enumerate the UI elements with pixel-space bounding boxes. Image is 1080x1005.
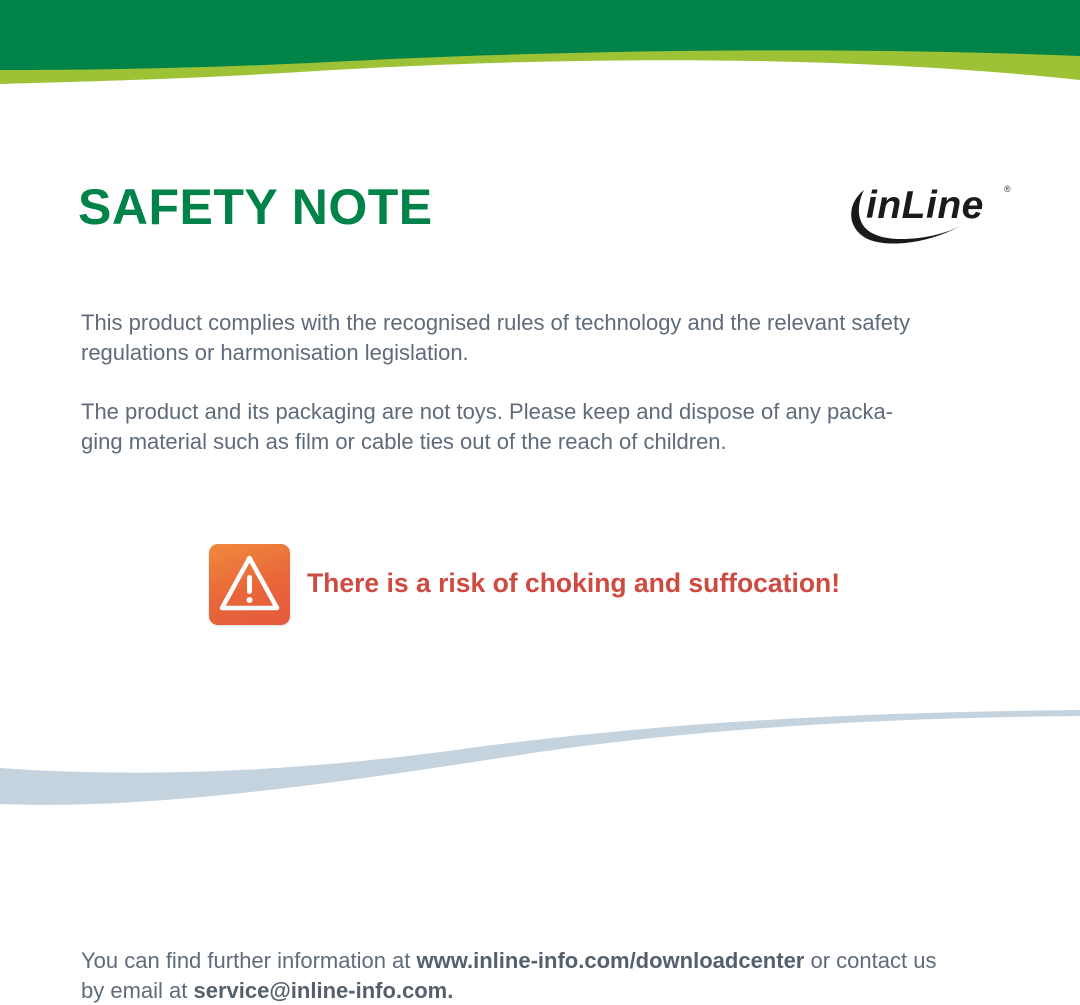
page-title: SAFETY NOTE (78, 179, 433, 235)
inline-logo (842, 182, 1020, 248)
logo-registered-mark: ® (1004, 184, 1011, 194)
logo-wordmark: inLine (866, 184, 984, 227)
compliance-line-2: regulations or harmonisation legislation. (81, 339, 469, 365)
top-wave-banner (0, 0, 1080, 90)
packaging-line-2: ging material such as film or cable ties out of the reach of children. (81, 428, 727, 454)
compliance-line-1: This product complies with the recognised rules of technology and the relevant safety (81, 310, 911, 335)
footer-text-2: or contact us (804, 948, 937, 973)
packaging-line-1: The product and its packaging are not toys. Please keep and dispose of any packa- (81, 399, 894, 424)
choking-warning-text: There is a risk of choking and suffocation! (307, 568, 841, 598)
footer-info (81, 946, 1021, 1005)
compliance-paragraph (81, 308, 1001, 367)
warning-triangle-icon (209, 544, 290, 625)
download-center-link[interactable]: www.inline-info.com/downloadcenter (416, 948, 805, 973)
service-email-link[interactable]: service@inline-info.com. (193, 977, 454, 1003)
packaging-paragraph (81, 397, 1001, 456)
bottom-wave-decoration (0, 700, 1080, 820)
footer-text-1: You can find further information at (81, 948, 417, 973)
footer-text-3: by email at (81, 977, 194, 1003)
